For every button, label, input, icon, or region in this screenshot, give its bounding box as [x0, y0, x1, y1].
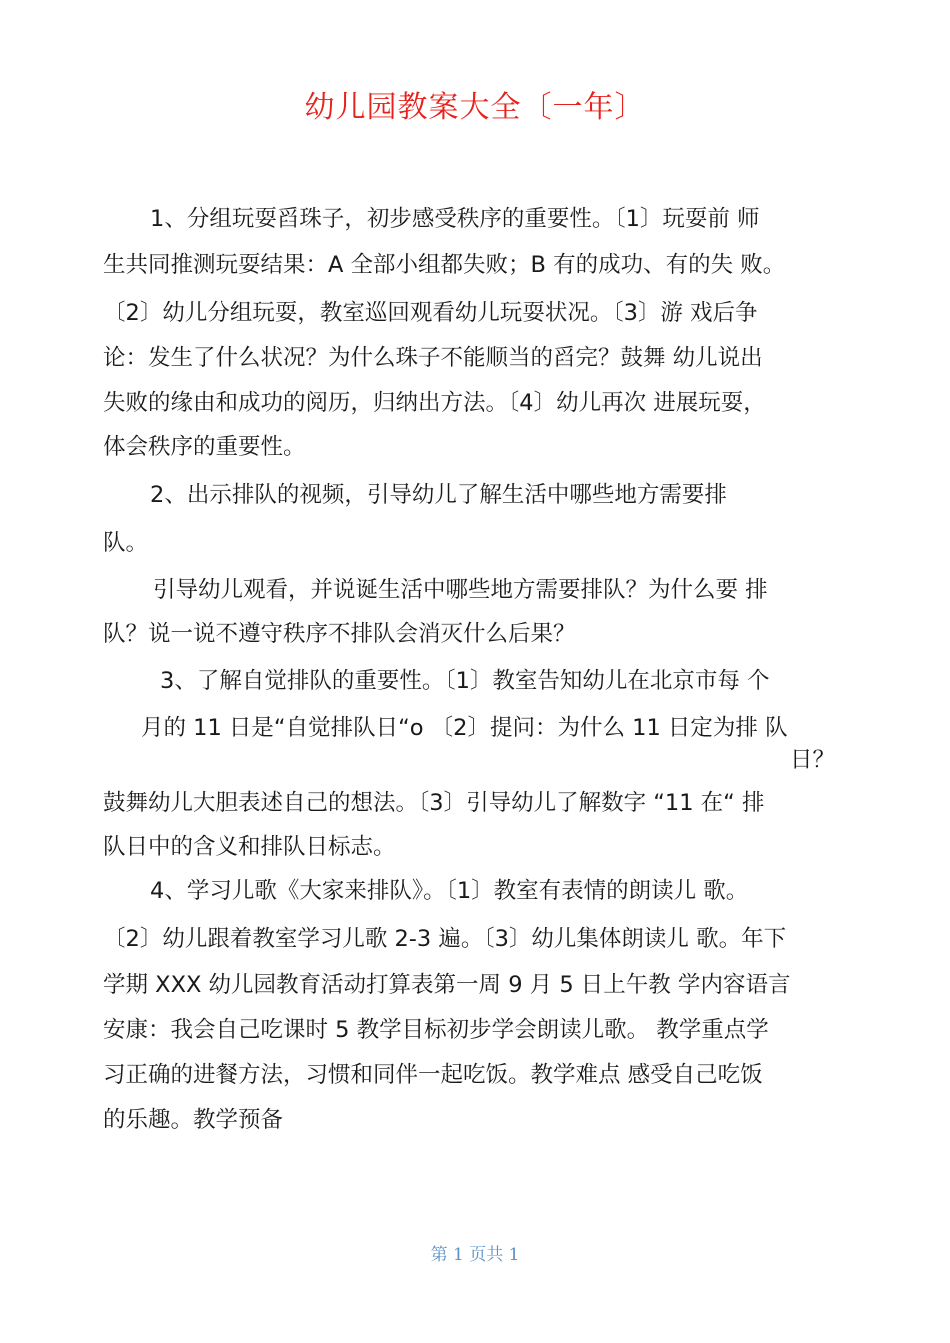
- text-line: 4、学习儿歌《大家来排队》。〔1〕教室有表情的朗读儿 歌。: [150, 878, 749, 904]
- text-line: 学期 XXX 幼儿园教育活动打算表第一周 9 月 5 日上午教 学内容语言: [103, 972, 791, 998]
- text-line: 生共同推测玩耍结果：A 全部小组都失败；B 有的成功、有的失 败。: [103, 252, 786, 278]
- text-line: 〔2〕幼儿跟着教室学习儿歌 2-3 遍。〔3〕幼儿集体朗读儿 歌。年下: [103, 926, 787, 952]
- text-line: 2、出示排队的视频，引导幼儿了解生活中哪些地方需要排: [150, 482, 727, 508]
- text-line: 队。: [103, 530, 149, 556]
- text-line: 体会秩序的重要性。: [103, 434, 306, 460]
- text-line: 月的 11 日是“自觉排队日“o 〔2〕提问：为什么 11 日定为排 队: [141, 715, 788, 741]
- text-line: 习正确的进餐方法，习惯和同伴一起吃饭。教学难点 感受自己吃饭: [103, 1062, 763, 1088]
- document-title: 幼儿园教案大全〔一年〕: [304, 90, 646, 125]
- text-line: 队？说一说不遵守秩序不排队会消灭什么后果？: [103, 621, 576, 647]
- text-line: 鼓舞幼儿大胆表述自己的想法。〔3〕引导幼儿了解数字 “11 在“ 排: [103, 790, 765, 816]
- text-line: 队日中的含义和排队日标志。: [103, 834, 396, 860]
- text-line: 的乐趣。教学预备: [103, 1107, 284, 1133]
- text-line: 日？: [790, 747, 836, 773]
- text-line: 〔2〕幼儿分组玩耍，教室巡回观看幼儿玩耍状况。〔3〕游 戏后争: [103, 300, 758, 326]
- text-line: 1、分组玩耍舀珠子，初步感受秩序的重要性。〔1〕玩耍前 师: [150, 206, 760, 232]
- text-line: 3、了解自觉排队的重要性。〔1〕教室告知幼儿在北京市每 个: [160, 668, 770, 694]
- text-line: 安康：我会自己吃课时 5 教学目标初步学会朗读儿歌。 教学重点学: [103, 1017, 769, 1043]
- text-line: 引导幼儿观看，并说诞生活中哪些地方需要排队？为什么要 排: [153, 577, 768, 603]
- text-line: 论：发生了什么状况？为什么珠子不能顺当的舀完？鼓舞 幼儿说出: [103, 345, 763, 371]
- text-line: 失败的缘由和成功的阅历，归纳出方法。〔4〕幼儿再次 进展玩耍，: [103, 390, 766, 416]
- page-footer: 第 1 页共 1: [430, 1245, 520, 1265]
